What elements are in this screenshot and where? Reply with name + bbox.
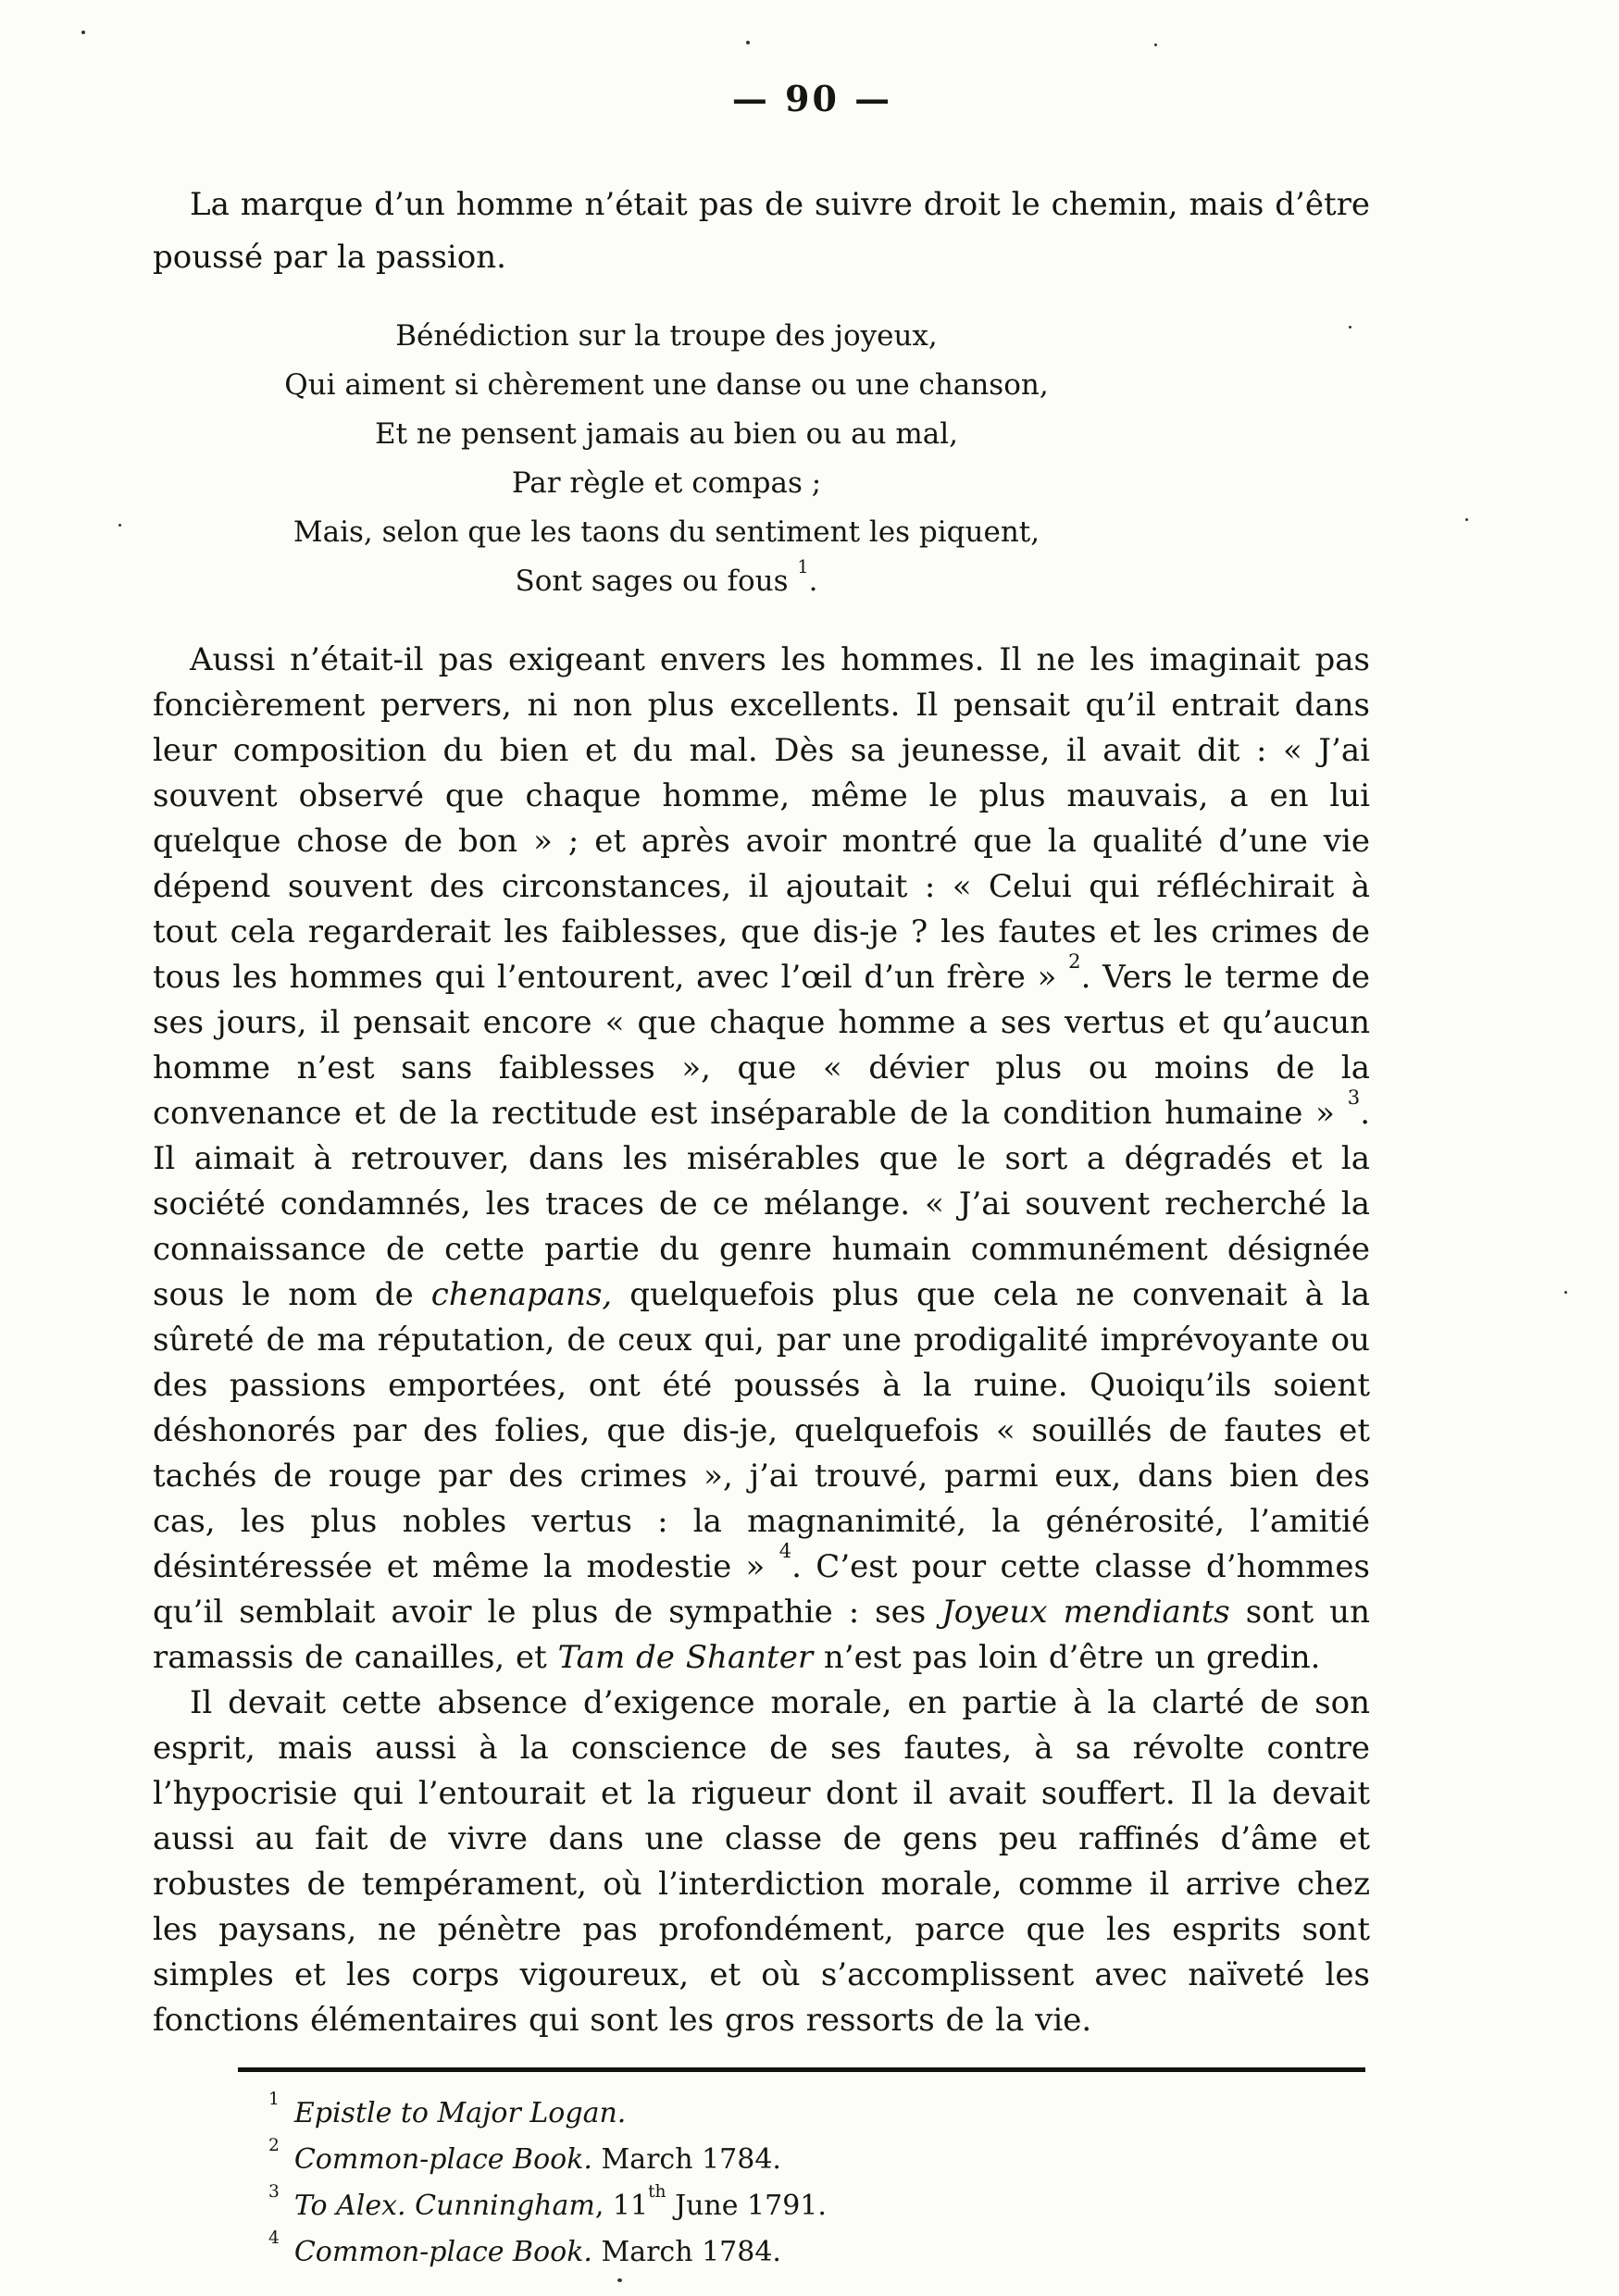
poem-line: Et ne pensent jamais au bien ou au mal, — [374, 417, 959, 451]
footnote-text: Common-place Book. March 1784. — [293, 2143, 781, 2176]
footnote-item — [268, 2229, 1370, 2276]
body-paragraph-2: Il devait cette absence d’exigence morale, en partie à la clarté de son esprit, mais aussi à la conscience de ses fautes, à sa révolte contre l’hypocrisie qui l’entourait et la rigueur dont il avait souffert. Il la devait aussi au fait de vivre dans une classe de gens peu raffinés d’âme et robustes de tempérament, où l’interdiction morale, comme il arrive chez les paysans, ne pénètre pas profondément, parce que les esprits sont simples et les corps vigoureux, et où s’accomplissent avec naïveté les fonctions élémentaires qui sont les gros ressorts de la vie. — [153, 1684, 1370, 2039]
scan-speck — [81, 31, 85, 34]
page-number: — 90 — — [731, 78, 893, 119]
body-paragraph-1: Aussi n’était-il pas exigeant envers les hommes. Il ne les imaginait pas foncièrement pervers, ni non plus excellents. Il pensait qu’il entrait dans leur composition du bien et du mal. Dès sa jeunesse, il avait dit : « J’ai souvent observé que chaque homme, même le plus mauvais, a en lui quelque chose de bon » ; et après avoir montré que la qualité d’une vie dépend souvent des circonstances, il ajoutait : « Celui qui réfléchirait à tout cela regarderait les faiblesses, que dis-je ? les fautes et les crimes de tous les hommes qui l’entourent, avec l’œil d’un frère » $^2$. Vers le terme de ses jours, il pensait encore « que chaque homme a ses vertus et qu’aucun homme n’est sans faiblesses », que « dévier plus ou moins de la convenance et de la rectitude est inséparable de la condition humaine » $^3$. Il aimait à retrouver, dans les misérables que le sort a dégradés et la société condamnés, les traces de ce mélange. « J’ai souvent recherché la connaissance de cette partie du genre humain communément désignée sous le nom de chenapans, quelquefois plus que cela ne convenait à la sûreté de ma réputation, de ceux qui, par une prodigalité imprévoyante ou des passions emportées, ont été poussés à la ruine. Quoiqu’ils soient déshonorés par des folies, que dis-je, quelquefois « souillés de fautes et tachés de rouge par des crimes », j’ai trouvé, parmi eux, dans bien des cas, les plus nobles vertus : la magnanimité, la générosité, l’amitié désintéressée et même la modestie » $^4$. C’est pour cette classe d’hommes qu’il semblait avoir le plus de sympathie : ses Joyeux mendiants sont un ramassis de canailles, et Tam de Shanter n’est pas loin d’être un gredin. — [153, 641, 1371, 1676]
scan-speck — [617, 2278, 622, 2282]
footnote-text: Epistle to Major Logan. — [293, 2097, 627, 2129]
footnotes-section — [153, 2091, 1370, 2276]
scan-speck — [1465, 518, 1468, 521]
poem-line: Qui aiment si chèrement une danse ou une chanson, — [284, 368, 1049, 402]
footnote-marker: 3 — [268, 2182, 280, 2203]
footnote-text: To Alex. Cunningham, 11th June 1791. — [293, 2182, 827, 2222]
footnote-text: Common-place Book. March 1784. — [293, 2236, 781, 2268]
footnote-marker: 1 — [268, 2090, 280, 2110]
poem-line: Bénédiction sur la troupe des joyeux, — [395, 319, 938, 353]
intro-paragraph: La marque d’un homme n’était pas de suivre droit le chemin, mais d’être poussé par la passion. — [153, 186, 1370, 276]
footnote-marker: 2 — [268, 2136, 280, 2156]
poem-line: Mais, selon que les taons du sentiment les piquent, — [293, 515, 1040, 549]
footnote-item — [268, 2137, 1370, 2183]
footnote-marker: 4 — [268, 2228, 280, 2249]
scan-speck — [1564, 1291, 1567, 1294]
poem-block — [153, 312, 1180, 606]
poem-line: Sont sages ou fous $^1$. — [515, 555, 818, 598]
footnote-item — [268, 2183, 1370, 2229]
footnote-item — [268, 2091, 1370, 2137]
poem-line: Par règle et compas ; — [511, 466, 822, 500]
text-block — [153, 0, 1370, 2276]
scan-speck — [118, 524, 121, 527]
footnote-rule — [238, 2067, 1365, 2072]
